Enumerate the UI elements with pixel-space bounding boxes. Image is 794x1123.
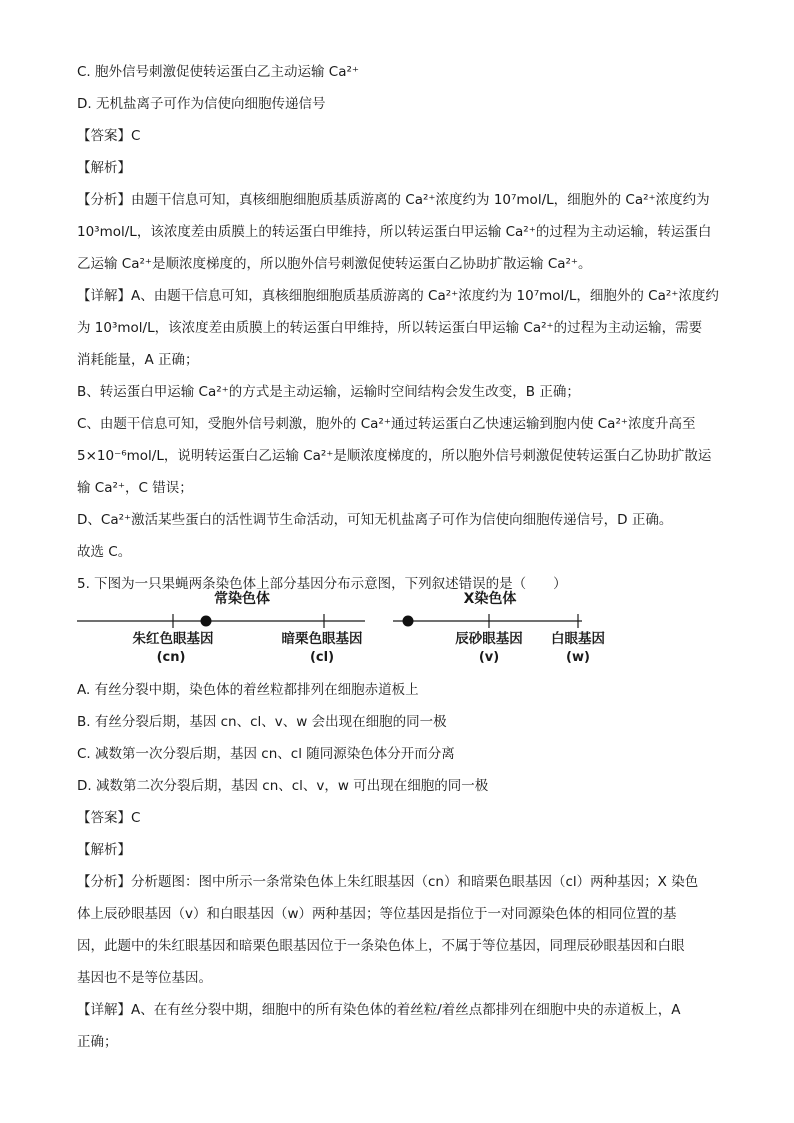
text-line: 故选 C。 [77, 544, 132, 560]
text-line: B、转运蛋白甲运输 Ca²⁺的方式是主动运输，运输时空间结构会发生改变，B 正确； [77, 384, 580, 400]
text-line: 【答案】C [77, 128, 141, 144]
x-chromosome [393, 590, 605, 665]
gene-label-cl: 暗栗色眼基因 [281, 631, 363, 647]
text-line: 体上辰砂眼基因（v）和白眼基因（w）两种基因；等位基因是指位于一对同源染色体的相同位置的基 [77, 906, 677, 922]
text-line: 消耗能量，A 正确； [77, 352, 199, 368]
text-line: D. 无机盐离子可作为信使向细胞传递信号 [77, 96, 326, 112]
text-line: 10³mol/L，该浓度差由质膜上的转运蛋白甲维持，所以转运蛋白甲运输 Ca²⁺的过程为主动运输，转运蛋白 [77, 224, 712, 240]
text-line: C. 减数第一次分裂后期，基因 cn、cl 随同源染色体分开而分离 [77, 746, 455, 762]
gene-label-cn: 朱红色眼基因 [132, 631, 214, 647]
gene-symbol-w: (w) [566, 650, 590, 665]
text-line: 5×10⁻⁶mol/L，说明转运蛋白乙运输 Ca²⁺是顺浓度梯度的，所以胞外信号刺激促使转运蛋白乙协助扩散运 [77, 448, 712, 464]
x-chromosome-centromere [403, 616, 414, 627]
text-line: 【解析】 [77, 160, 131, 176]
text-line: C. 胞外信号刺激促使转运蛋白乙主动运输 Ca²⁺ [77, 64, 360, 80]
text-line: 正确； [77, 1034, 118, 1050]
text-line: 乙运输 Ca²⁺是顺浓度梯度的，所以胞外信号刺激促使转运蛋白乙协助扩散运输 Ca²⁺。 [77, 256, 592, 272]
text-line: 5. 下图为一只果蝇两条染色体上部分基因分布示意图，下列叙述错误的是（ ） [77, 576, 567, 592]
chromosome-gene-diagram [0, 585, 794, 670]
autosome [77, 590, 365, 665]
autosome-centromere [201, 616, 212, 627]
autosome-title: 常染色体 [214, 591, 270, 607]
text-line: 【分析】分析题图：图中所示一条常染色体上朱红眼基因（cn）和暗栗色眼基因（cl）两种基因；X 染色 [77, 874, 699, 890]
text-line: 因，此题中的朱红眼基因和暗栗色眼基因位于一条染色体上，不属于等位基因，同理辰砂眼基因和白眼 [77, 938, 685, 954]
text-line: 输 Ca²⁺，C 错误； [77, 480, 193, 496]
x-chromosome-title: X染色体 [463, 591, 517, 607]
text-line: 【分析】由题干信息可知，真核细胞细胞质基质游离的 Ca²⁺浓度约为 10⁷mol/L，细胞外的 Ca²⁺浓度约为 [77, 192, 710, 208]
gene-label-v: 辰砂眼基因 [455, 631, 523, 647]
text-line: 【解析】 [77, 842, 131, 858]
gene-symbol-cl: (cl) [309, 650, 335, 665]
text-line: 【答案】C [77, 810, 141, 826]
gene-label-w: 白眼基因 [551, 631, 605, 647]
text-line: B. 有丝分裂后期，基因 cn、cl、v、w 会出现在细胞的同一极 [77, 714, 447, 730]
gene-symbol-cn: (cn) [156, 650, 186, 665]
text-line: 【详解】A、由题干信息可知，真核细胞细胞质基质游离的 Ca²⁺浓度约为 10⁷mol/L，细胞外的 Ca²⁺浓度约 [77, 288, 719, 304]
gene-symbol-v: (v) [478, 650, 500, 665]
text-line: D、Ca²⁺激活某些蛋白的活性调节生命活动，可知无机盐离子可作为信使向细胞传递信号，D 正确。 [77, 512, 673, 528]
text-line: 【详解】A、在有丝分裂中期，细胞中的所有染色体的着丝粒/着丝点都排列在细胞中央的赤道板上，A [77, 1002, 681, 1018]
text-line: A. 有丝分裂中期，染色体的着丝粒都排列在细胞赤道板上 [77, 682, 419, 698]
text-line: 为 10³mol/L，该浓度差由质膜上的转运蛋白甲维持，所以转运蛋白甲运输 Ca²⁺的过程为主动运输，需要 [77, 320, 703, 336]
text-line: C、由题干信息可知，受胞外信号刺激，胞外的 Ca²⁺通过转运蛋白乙快速运输到胞内使 Ca²⁺浓度升高至 [77, 416, 696, 432]
text-line: 基因也不是等位基因。 [77, 970, 212, 986]
text-line: D. 减数第二次分裂后期，基因 cn、cl、v，w 可出现在细胞的同一极 [77, 778, 489, 794]
